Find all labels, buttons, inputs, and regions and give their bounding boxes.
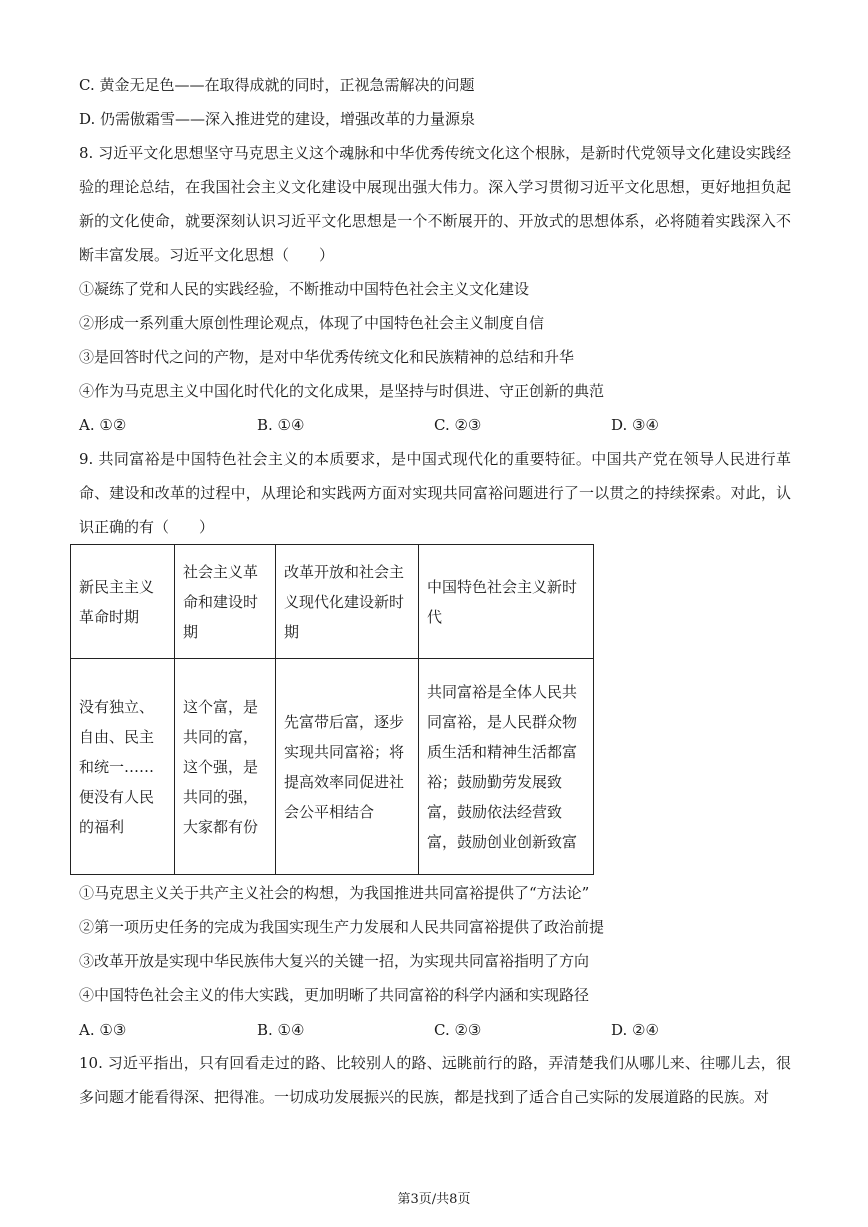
table-cell: 共同富裕是全体人民共同富裕，是人民群众物质生活和精神生活都富裕；鼓励勤劳发展致富，鼓励依法经营致富，鼓励创业创新致富 bbox=[419, 659, 594, 875]
table-header-cell: 中国特色社会主义新时代 bbox=[419, 545, 594, 659]
q8-statement-3: ③是回答时代之问的产物，是对中华优秀传统文化和民族精神的总结和升华 bbox=[79, 348, 575, 366]
q8-statement-4: ④作为马克思主义中国化时代化的文化成果，是坚持与时俱进、守正创新的典范 bbox=[79, 382, 605, 400]
q9-statement-2: ②第一项历史任务的完成为我国实现生产力发展和人民共同富裕提供了政治前提 bbox=[79, 918, 605, 936]
q9-option-b[interactable]: B. ①④ bbox=[257, 1021, 305, 1039]
table-cell: 没有独立、自由、民主和统一……便没有人民的福利 bbox=[71, 659, 175, 875]
question-10-stem: 10. 习近平指出，只有回看走过的路、比较别人的路、远眺前行的路，弄清楚我们从哪儿来、往哪儿去，很多问题才能看得深、把得准。一切成功发展振兴的民族，都是找到了适合自己实际的发展道路的民族。对 bbox=[79, 1054, 791, 1106]
table-header-row bbox=[71, 545, 594, 659]
table-row bbox=[71, 659, 594, 875]
q9-statement-3: ③改革开放是实现中华民族伟大复兴的关键一招，为实现共同富裕指明了方向 bbox=[79, 952, 590, 970]
q9-option-c[interactable]: C. ②③ bbox=[434, 1021, 482, 1039]
table-cell: 这个富，是共同的富，这个强，是共同的强，大家都有份 bbox=[175, 659, 276, 875]
option-c-prev-question: C. 黄金无足色——在取得成就的同时，正视急需解决的问题 bbox=[79, 76, 475, 94]
q9-option-d[interactable]: D. ②④ bbox=[611, 1021, 659, 1039]
question-8-stem: 8. 习近平文化思想坚守马克思主义这个魂脉和中华优秀传统文化这个根脉，是新时代党领导文化建设实践经验的理论总结，在我国社会主义文化建设中展现出强大伟力。深入学习贯彻习近平文化思想，更好地担负起新的文化使命，就要深刻认识习近平文化思想是一个不断展开的、开放式的思想体系，必将随着实践深入不断丰富发展。习近平文化思想（ ） bbox=[79, 144, 791, 264]
q9-statement-1: ①马克思主义关于共产主义社会的构想，为我国推进共同富裕提供了“方法论” bbox=[79, 884, 590, 902]
q8-statement-2: ②形成一系列重大原创性理论观点，体现了中国特色社会主义制度自信 bbox=[79, 314, 545, 332]
table-header-cell: 新民主主义革命时期 bbox=[71, 545, 175, 659]
q8-option-b[interactable]: B. ①④ bbox=[257, 416, 305, 434]
q8-statement-1: ①凝练了党和人民的实践经验，不断推动中国特色社会主义文化建设 bbox=[79, 280, 530, 298]
q8-option-d[interactable]: D. ③④ bbox=[611, 416, 659, 434]
q8-option-a[interactable]: A. ①② bbox=[79, 416, 127, 434]
page-number: 第3页/共8页 bbox=[397, 1192, 471, 1207]
q8-options bbox=[79, 415, 791, 435]
option-d-prev-question: D. 仍需傲霜雪——深入推进党的建设，增强改革的力量源泉 bbox=[79, 110, 476, 128]
table-header-cell: 社会主义革命和建设时期 bbox=[175, 545, 276, 659]
q9-option-a[interactable]: A. ①③ bbox=[79, 1021, 127, 1039]
q9-options bbox=[79, 1020, 791, 1040]
table-header-cell: 改革开放和社会主义现代化建设新时期 bbox=[276, 545, 419, 659]
q9-history-table bbox=[70, 544, 594, 875]
table-cell: 先富带后富，逐步实现共同富裕；将提高效率同促进社会公平相结合 bbox=[276, 659, 419, 875]
q9-statement-4: ④中国特色社会主义的伟大实践，更加明晰了共同富裕的科学内涵和实现路径 bbox=[79, 986, 590, 1004]
q8-option-c[interactable]: C. ②③ bbox=[434, 416, 482, 434]
question-9-stem: 9. 共同富裕是中国特色社会主义的本质要求，是中国式现代化的重要特征。中国共产党在领导人民进行革命、建设和改革的过程中，从理论和实践两方面对实现共同富裕问题进行了一以贯之的持续探索。对此，认识正确的有（ ） bbox=[79, 450, 791, 536]
